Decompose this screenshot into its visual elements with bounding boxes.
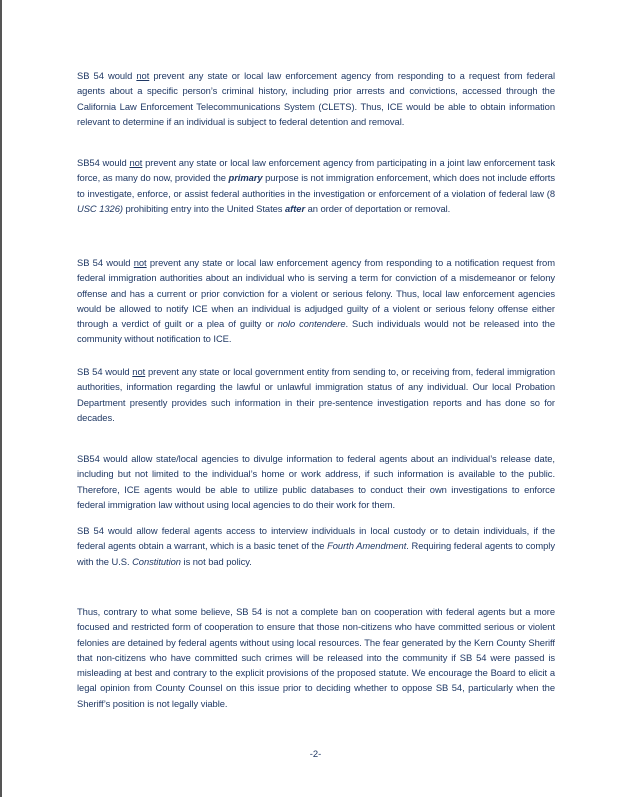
text-run: . Requiring federal agents to comply with the U.S. <box>77 540 555 567</box>
text-run: an order of deportation or removal. <box>305 202 451 214</box>
text-run: prohibiting entry into the United States <box>122 202 285 214</box>
emphasis-not: not <box>129 157 143 168</box>
text-run: Thus, contrary to what some believe, SB 54 is not a complete ban on cooperation with federal agents but a more focused and restricted form of cooperation to ensure that those non-citizens who have committed serious or violent felonies are detained by federal agents without using local resources. The fear generated by the Kern County Sheriff that non-citizens who have committed such crimes will be released into the community if SB 54 were passed is misleading at best and contrary to the explicit provisions of the proposed statute. We encourage the Board to elicit a legal opinion from County Counsel on this issue prior to deciding whether to oppose SB 54, particularly when the Sheriff’s position is not legally viable. <box>77 606 555 709</box>
text-run: prevent any state or local law enforcement agency from responding to a notification request from federal immigration authorities about an individual who is serving a term for conviction of a misdemeanor or felony offense and has a current or prior conviction for a violent or serious felony. Thus, local law enforcement agencies would be allowed to notify ICE when an individual is adjudged guilty of a violent or serious felony offense either through a verdict of guilt or a plea of guilty or <box>77 257 555 330</box>
citation-usc: USC 1326) <box>77 202 123 214</box>
emphasis-not: not <box>132 366 146 377</box>
text-run: . Such individuals would not be released into the community without notification to ICE. <box>77 318 555 345</box>
text-run: prevent any state or local law enforcement agency from responding to a request from federal agents about a specific person’s criminal history, including prior arrests and convictions, accessed through the California Law Enforcement Telecommunications System (CLETS). Thus, ICE would be able to obtain information relevant to determine if an individual is subject to federal detention and removal. <box>77 70 555 127</box>
text-run: SB 54 would <box>77 366 133 377</box>
text-run: SB54 would <box>77 157 130 168</box>
paragraph-clets <box>77 68 555 129</box>
emphasis-after: after <box>285 202 306 214</box>
text-run: SB 54 would <box>77 257 134 268</box>
text-run: SB 54 would allow federal agents access to interview individuals in local custody or to detain individuals, if the federal agents obtain a warrant, which is a basic tenet of the <box>77 525 555 552</box>
paragraph-notification <box>77 255 555 347</box>
paragraph-conclusion <box>77 604 555 711</box>
text-run: SB 54 would <box>77 70 137 81</box>
emphasis-constitution: Constitution <box>132 555 181 567</box>
text-run: purpose is not immigration enforcement, which does not include efforts to investigate, enforce, or assist federal authorities in the investigation or enforcement of a violation of federal law (8 <box>77 172 555 199</box>
paragraph-task-force <box>77 155 555 216</box>
emphasis-fourth-amendment: Fourth Amendment <box>327 540 407 552</box>
page-number: -2- <box>309 748 322 759</box>
emphasis-not: not <box>136 70 150 81</box>
page-edge <box>0 0 2 797</box>
text-run: is not bad policy. <box>180 555 252 567</box>
paragraph-warrant <box>77 523 555 569</box>
paragraph-immigration-status <box>77 364 555 425</box>
emphasis-primary: primary <box>228 172 263 184</box>
paragraph-release-date <box>77 451 555 512</box>
latin-term: nolo contendere <box>277 318 346 330</box>
text-run: prevent any state or local government entity from sending to, or receiving from, federal immigration authorities, information regarding the lawful or unlawful immigration status of any individual. Our local Probation Department presently provides such information in their pre-sentence investigation reports and has done so for decades. <box>77 366 555 423</box>
text-run: SB54 would allow state/local agencies to divulge information to federal agents about an individual’s release date, including but not limited to the individual’s home or work address, if such information is available to the public. Therefore, ICE agents would be able to utilize public databases to conduct their own investigations to enforce federal immigration law without using local agencies to do their work for them. <box>77 453 555 510</box>
emphasis-not: not <box>133 257 147 268</box>
text-run: prevent any state or local law enforcement agency from participating in a joint law enforcement task force, as many do now, provided the <box>77 157 555 184</box>
